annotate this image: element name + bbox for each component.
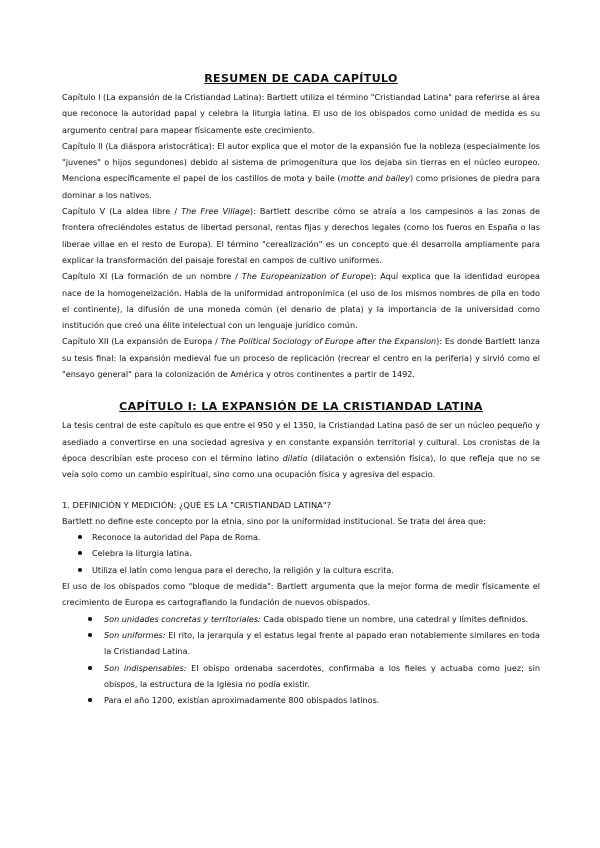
list-item: Utiliza el latín como lengua para el derecho, la religión y la cultura escrita. xyxy=(62,562,540,578)
section-title: 1. DEFINICIÓN Y MEDICIÓN: ¿QUÉ ES LA "CRISTIANDAD LATINA"? xyxy=(62,499,332,510)
list-item: Celebra la liturgia latina. xyxy=(62,545,540,561)
list-item: Son indispensables: El obispo ordenaba sacerdotes, confirmaba a los fieles y actuaba como juez; sin obispos, la estructura de la Iglesia no podía existir. xyxy=(62,660,540,693)
definition-bullets xyxy=(62,529,540,578)
summary-item-cap11: Capítulo XI (La formación de un nombre / The Europeanization of Europe): Aquí explica que la identidad europea nace de la homogeneización. Habla de la uniformidad antroponímica (el uso de los mismos nombres de pila en todo el continente), la difusión de una moneda común (el denario de plata) y la importancia de la universidad como institución que creó una élite intelectual con un lenguaje jurídico común. xyxy=(62,271,540,331)
list-item: Son uniformes: El rito, la jerarquía y el estatus legal frente al papado eran notablemente similares en toda la Cristiandad Latina. xyxy=(62,627,540,660)
document-page xyxy=(62,72,540,708)
summary-item-cap1: Capítulo I (La expansión de la Cristiandad Latina): Bartlett utiliza el término "Cristiandad Latina" para referirse al área que reconoce la autoridad papal y celebra la liturgia latina. El uso de los obispados como unidad de medida es su argumento central para mapear físicamente este crecimiento. xyxy=(62,92,540,135)
summary-item-cap12: Capítulo XII (La expansión de Europa / The Political Sociology of Europe after the Expansion): Es donde Bartlett lanza su tesis final: la expansión medieval fue un proceso de replicación (recrear el centro en la periferia) y sirvió como el "ensayo general" para la colonización de América y otros continentes a partir de 1492. xyxy=(62,336,540,380)
summary-title: RESUMEN DE CADA CAPÍTULO xyxy=(204,72,398,85)
definition-text: Bartlett no define este concepto por la etnia, sino por la uniformidad institucional. Se trata del área que: xyxy=(62,515,487,526)
obispados-bullets xyxy=(62,611,540,709)
list-item: Reconoce la autoridad del Papa de Roma. xyxy=(62,529,540,545)
bullet-icon xyxy=(88,633,92,637)
summary-list xyxy=(62,89,540,382)
list-item: Para el año 1200, existían aproximadamente 800 obispados latinos. xyxy=(62,692,540,708)
bullet-icon xyxy=(78,551,82,555)
bullet-icon xyxy=(88,617,92,621)
bullet-icon xyxy=(88,666,92,670)
bullet-icon xyxy=(88,698,92,702)
obispados-paragraph: El uso de los obispados como "bloque de medida": Bartlett argumenta que la mejor forma de medir físicamente el crecimiento de Europa es cartografiando la fundación de nuevos obispados. xyxy=(62,581,540,608)
chapter1-title: CAPÍTULO I: LA EXPANSIÓN DE LA CRISTIANDAD LATINA xyxy=(119,400,483,414)
summary-item-cap5: Capítulo V (La aldea libre / The Free Village): Bartlett describe cómo se atraía a los campesinos a las zonas de frontera ofreciéndoles estatus de libertad personal, rentas fijas y derechos legales (como los fueros en España o las liberae villae en el resto de Europa). El término "cerealización" es un concepto que él desarrolla ampliamente para explicar la transformación del paisaje forestal en campos de cultivo uniformes. xyxy=(62,206,540,265)
list-item: Son unidades concretas y territoriales: Cada obispado tiene un nombre, una catedral y límites definidos. xyxy=(62,611,540,627)
chapter1-intro: La tesis central de este capítulo es que entre el 950 y el 1350, la Cristiandad Latina pasó de ser un núcleo pequeño y asediado a convertirse en una sociedad agresiva y en constante expansión territorial y cultural. Los cronistas de la época describían este proceso con el término latino dilatio (dilatación o extensión física), lo que refleja que no se veía solo como un cambio espiritual, sino como una ocupación física y agresiva del espacio. xyxy=(62,420,540,480)
summary-item-cap2: Capítulo II (La diáspora aristocrática): El autor explica que el motor de la expansión fue la nobleza (especialmente los "juvenes" o hijos segundones) debido al sistema de primogenitura que los dejaba sin tierras en el núcleo europeo. Menciona específicamente el papel de los castillos de mota y baile (motte and bailey) como prisiones de piedra para dominar a los nativos. xyxy=(62,140,540,200)
bullet-icon xyxy=(78,535,82,539)
bullet-icon xyxy=(78,568,82,572)
